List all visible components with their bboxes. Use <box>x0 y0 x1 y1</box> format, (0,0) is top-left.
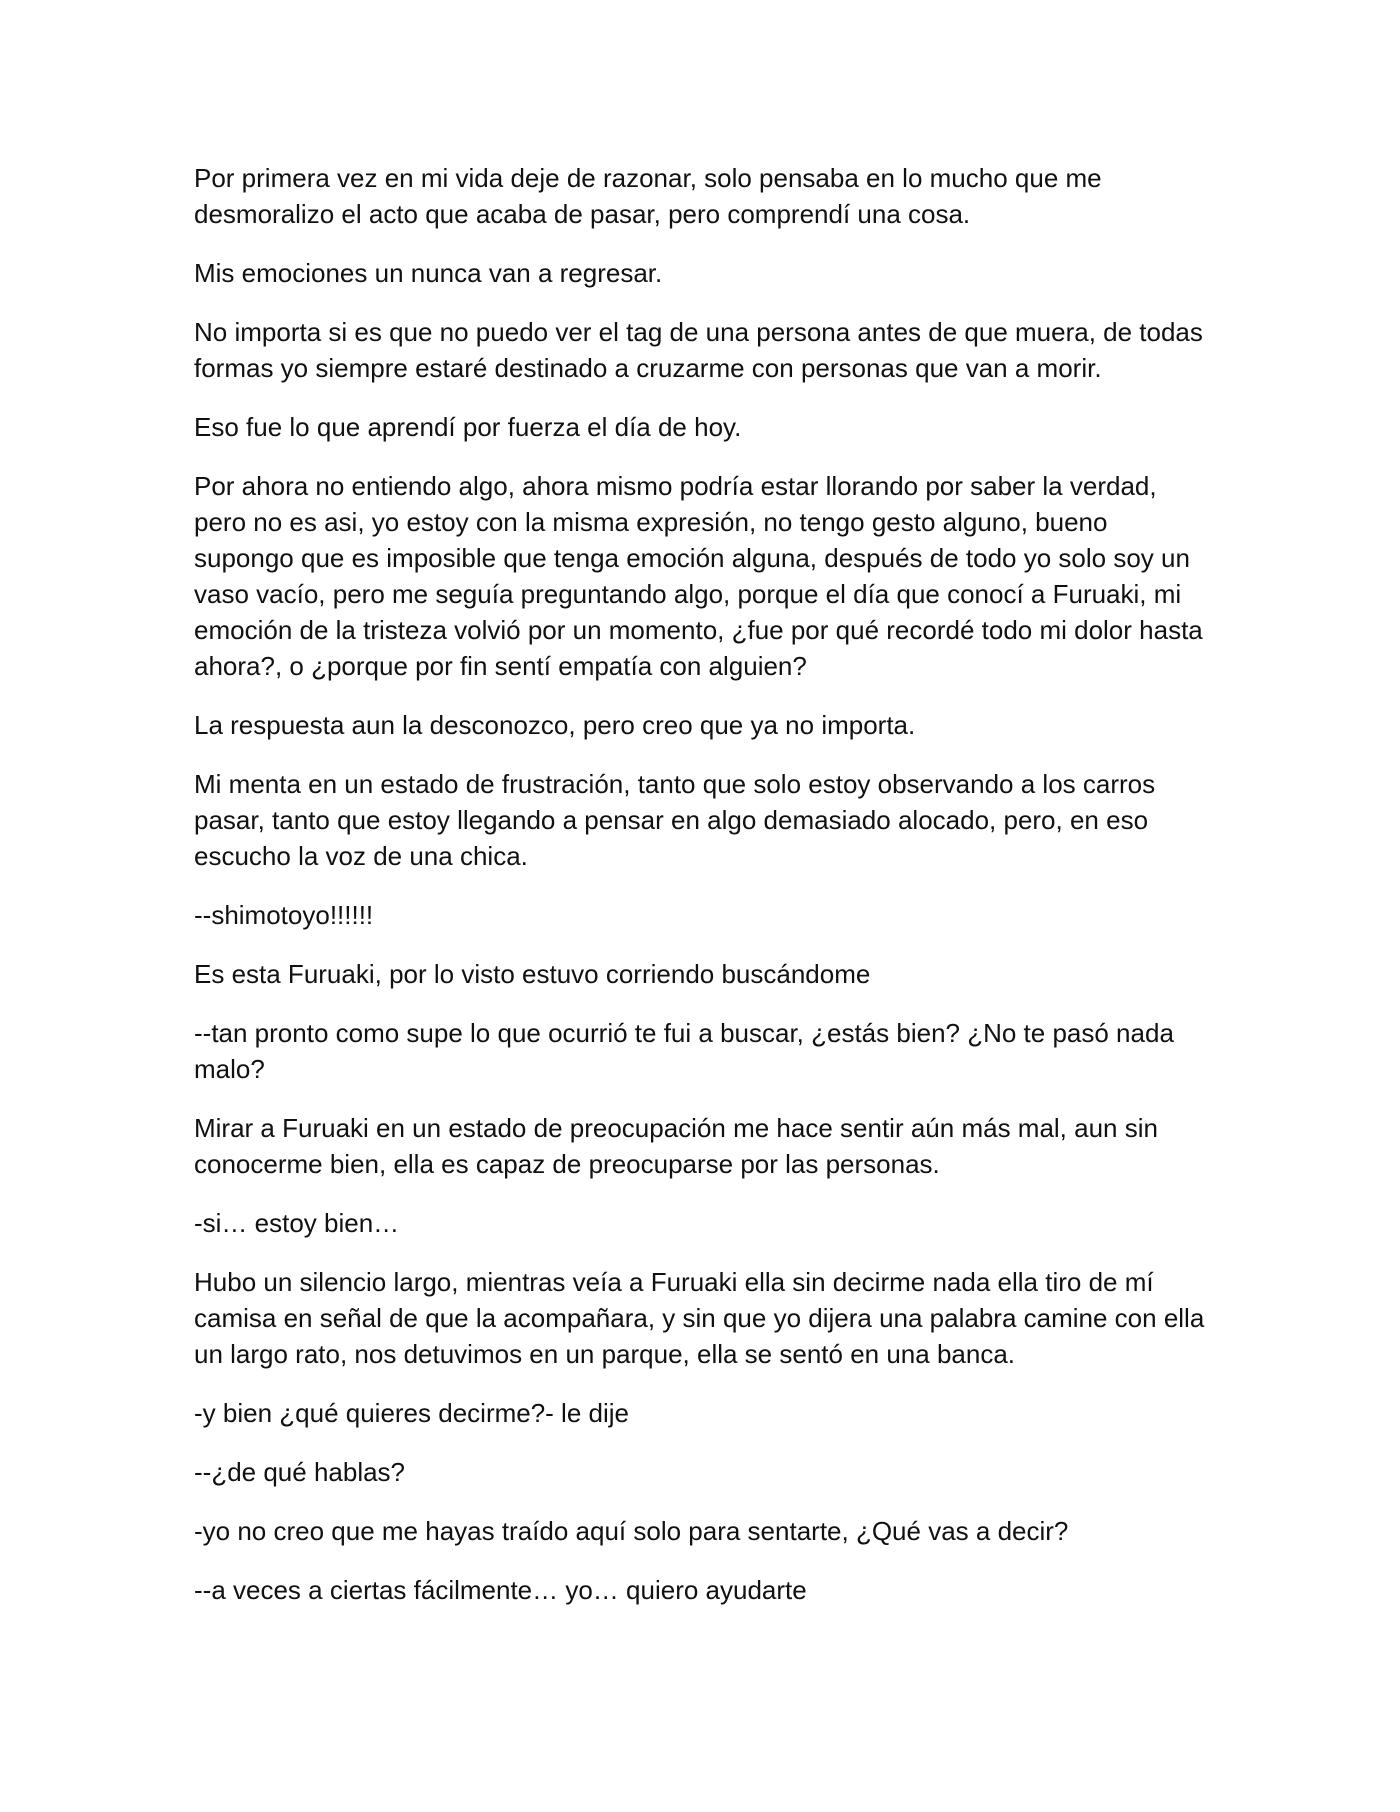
paragraph-2: Mis emociones un nunca van a regresar. <box>194 258 663 288</box>
paragraph-13: Hubo un silencio largo, mientras veía a Furuaki ella sin decirme nada ella tiro de mí camisa en señal de que la acompañara, y sin que yo dijera una palabra camine con ella un largo rato, nos detuvimos en un parque, ella se sentó en una banca. <box>194 1267 1205 1369</box>
document-body <box>194 160 1206 1631</box>
paragraph-17: --a veces a ciertas fácilmente… yo… quiero ayudarte <box>194 1575 807 1605</box>
paragraph-11: Mirar a Furuaki en un estado de preocupación me hace sentir aún más mal, aun sin conocerme bien, ella es capaz de preocuparse por las personas. <box>194 1113 1158 1179</box>
paragraph-6: La respuesta aun la desconozco, pero creo que ya no importa. <box>194 710 916 740</box>
paragraph-7: Mi menta en un estado de frustración, tanto que solo estoy observando a los carros pasar, tanto que estoy llegando a pensar en algo demasiado alocado, pero, en eso escucho la voz de una chica. <box>194 769 1156 871</box>
paragraph-3: No importa si es que no puedo ver el tag de una persona antes de que muera, de todas formas yo siempre estaré destinado a cruzarme con personas que van a morir. <box>194 317 1203 383</box>
paragraph-16: -yo no creo que me hayas traído aquí solo para sentarte, ¿Qué vas a decir? <box>194 1516 1069 1546</box>
paragraph-15: --¿de qué hablas? <box>194 1457 406 1487</box>
paragraph-9: Es esta Furuaki, por lo visto estuvo corriendo buscándome <box>194 959 871 989</box>
paragraph-5: Por ahora no entiendo algo, ahora mismo podría estar llorando por saber la verdad, pero no es asi, yo estoy con la misma expresión, no tengo gesto alguno, bueno supongo que es imposible que tenga emoción alguna, después de todo yo solo soy un vaso vacío, pero me seguía preguntando algo, porque el día que conocí a Furuaki, mi emoción de la tristeza volvió por un momento, ¿fue por qué recordé todo mi dolor hasta ahora?, o ¿porque por fin sentí empatía con alguien? <box>194 471 1203 681</box>
paragraph-12: -si… estoy bien… <box>194 1208 400 1238</box>
paragraph-1: Por primera vez en mi vida deje de razonar, solo pensaba en lo mucho que me desmoralizo el acto que acaba de pasar, pero comprendí una cosa. <box>194 163 1102 229</box>
paragraph-10: --tan pronto como supe lo que ocurrió te fui a buscar, ¿estás bien? ¿No te pasó nada malo? <box>194 1018 1174 1084</box>
paragraph-14: -y bien ¿qué quieres decirme?- le dije <box>194 1398 629 1428</box>
paragraph-8: --shimotoyo!!!!!! <box>194 900 374 930</box>
paragraph-4: Eso fue lo que aprendí por fuerza el día de hoy. <box>194 412 742 442</box>
